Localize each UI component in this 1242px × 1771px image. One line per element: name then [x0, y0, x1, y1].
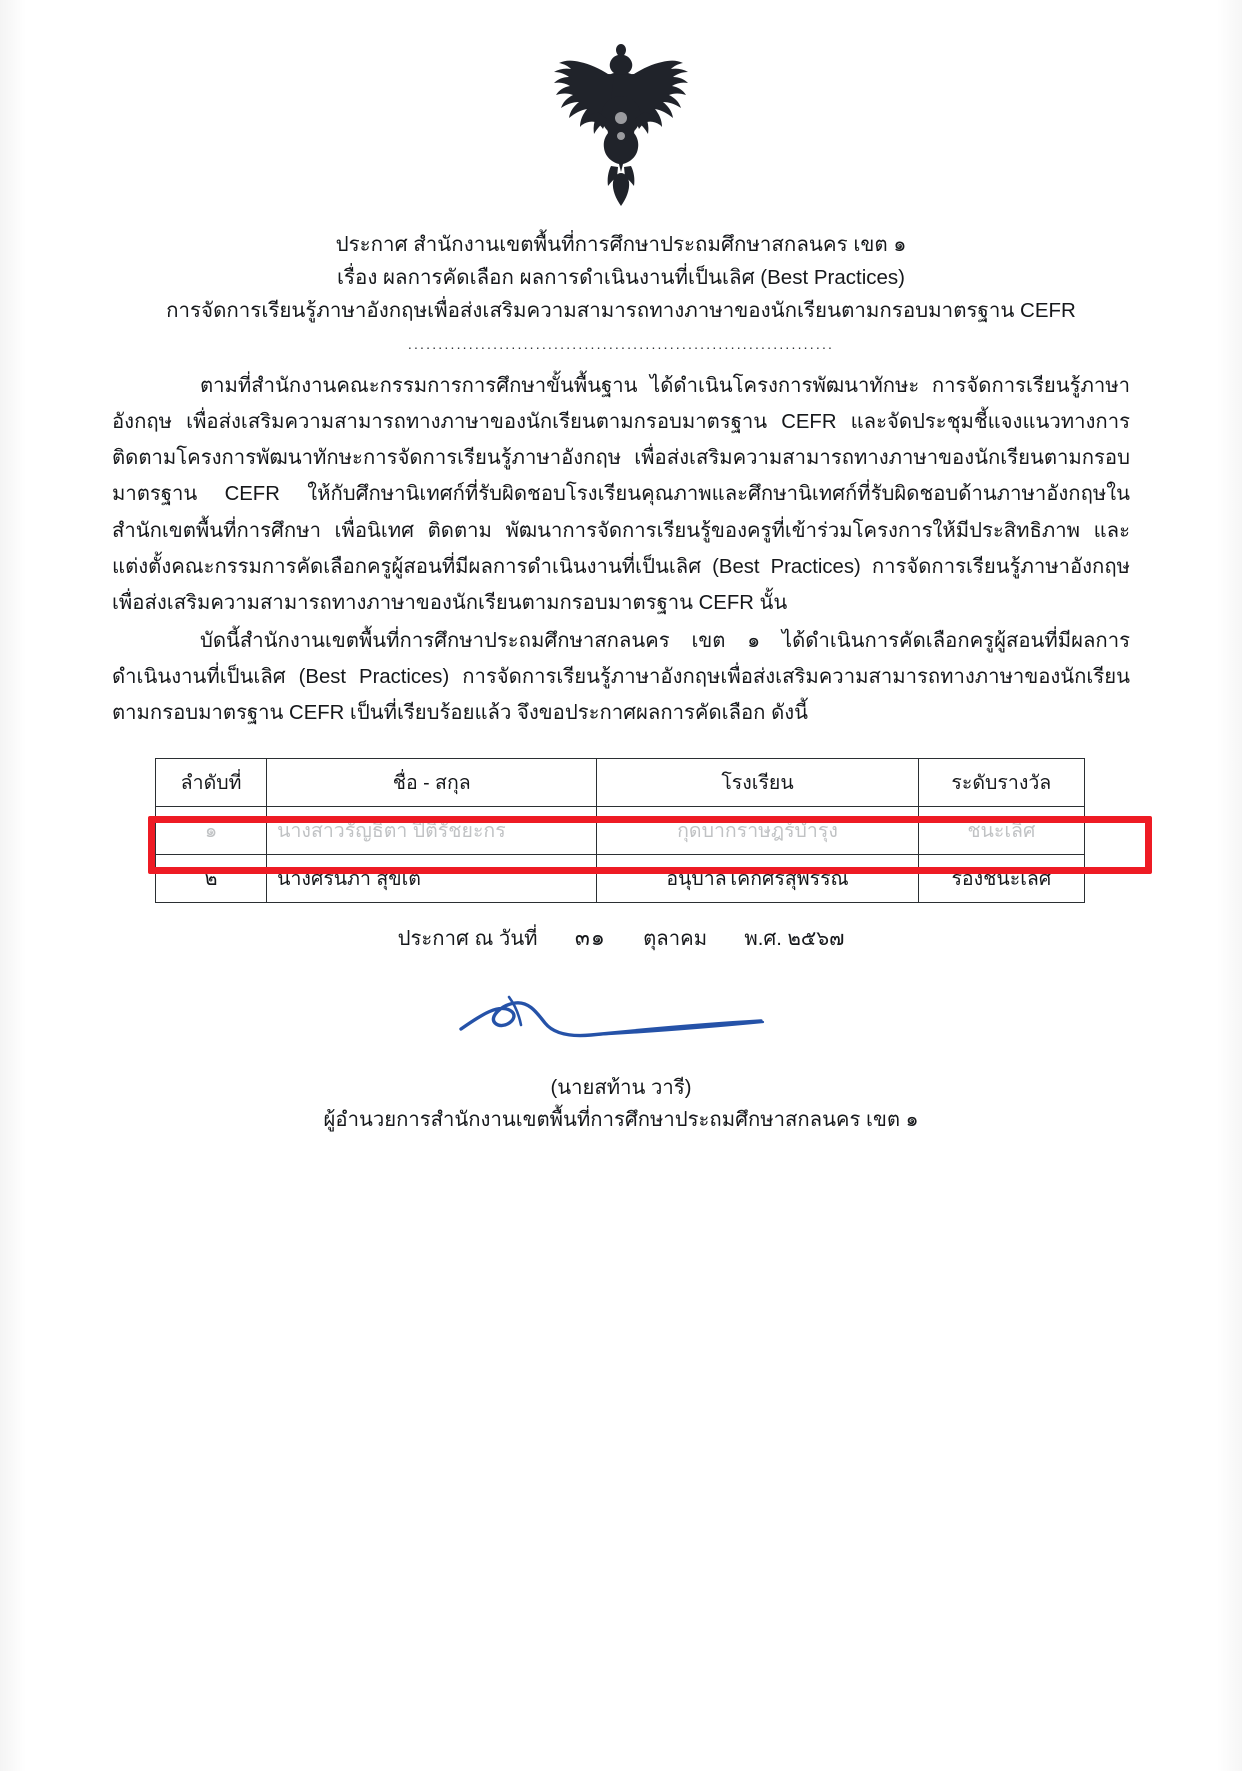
cell-no: ๒ [156, 855, 267, 903]
table-row [156, 807, 1085, 855]
cell-no: ๑ [156, 807, 267, 855]
header-name: ชื่อ - สกุล [267, 759, 597, 807]
document-body [112, 368, 1130, 731]
date-year-prefix: พ.ศ. [744, 928, 782, 950]
paragraph-1 [112, 368, 1130, 621]
heading-line-3: การจัดการเรียนรู้ภาษาอังกฤษเพื่อส่งเสริมความสามารถทางภาษาของนักเรียนตามกรอบมาตรฐาน CEFR [166, 299, 1076, 323]
signature-ink [441, 985, 801, 1057]
heading-line-1: ประกาศ สำนักงานเขตพื้นที่การศึกษาประถมศึกษาสกลนคร เขต ๑ [335, 233, 907, 256]
cell-award: รองชนะเลิศ [918, 855, 1084, 903]
date-day: ๓๑ [574, 925, 606, 950]
cell-award: ชนะเลิศ [918, 807, 1084, 855]
header-no: ลำดับที่ [156, 759, 267, 807]
garuda-emblem [536, 38, 706, 208]
table-row-highlighted [156, 855, 1085, 903]
date-year: ๒๕๖๗ [787, 928, 845, 950]
paragraph-2-text: บัดนี้สำนักงานเขตพื้นที่การศึกษาประถมศึกษาสกลนคร เขต ๑ ได้ดำเนินการคัดเลือกครูผู้สอนที่มีผลการดำเนินงานที่เป็นเลิศ (Best Practices) การจัดการเรียนรู้ภาษาอังกฤษเพื่อส่งเสริมความสามารถทางภาษาของนักเรียนตามกรอบมาตรฐาน CEFR เป็นที่เรียบร้อยแล้ว จึงขอประกาศผลการคัดเลือก ดังนี้ [112, 629, 1130, 725]
cell-name: นางสาวรัญธิตา ปิติรัชยะกร [267, 807, 597, 855]
announcement-date-line [0, 920, 1242, 955]
paragraph-2 [112, 623, 1130, 731]
cell-name: นางศิรินภา สุขเต [267, 855, 597, 903]
signer-name: (นายสท้าน วารี) [550, 1077, 692, 1099]
heading-line-2: เรื่อง ผลการคัดเลือก ผลการดำเนินงานที่เป็นเลิศ (Best Practices) [337, 266, 905, 290]
paragraph-1-text: ตามที่สำนักงานคณะกรรมการการศึกษาขั้นพื้นฐาน ได้ดำเนินโครงการพัฒนาทักษะ การจัดการเรียนรู้ภาษาอังกฤษ เพื่อส่งเสริมความสามารถทางภาษาของนักเรียนตามกรอบมาตรฐาน CEFR และจัดประชุมชี้แจงแนวทางการติดตามโครงการพัฒนาทักษะการจัดการเรียนรู้ภาษาอังกฤษ เพื่อส่งเสริมความสามารถทางภาษาของนักเรียนตามกรอบมาตรฐาน CEFR ให้กับศึกษานิเทศก์ที่รับผิดชอบโรงเรียนคุณภาพและศึกษานิเทศก์ที่รับผิดชอบด้านภาษาอังกฤษในสำนักเขตพื้นที่การศึกษา เพื่อนิเทศ ติดตาม พัฒนาการจัดการเรียนรู้ของครูที่เข้าร่วมโครงการให้มีประสิทธิภาพ และแต่งตั้งคณะกรรมการคัดเลือกครูผู้สอนที่มีผลการดำเนินงานที่เป็นเลิศ (Best Practices) การจัดการเรียนรู้ภาษาอังกฤษ เพื่อส่งเสริมความสามารถทางภาษาของนักเรียนตามกรอบมาตรฐาน CEFR นั้น [112, 375, 1130, 614]
signer-position: ผู้อำนวยการสำนักงานเขตพื้นที่การศึกษาประถมศึกษาสกลนคร เขต ๑ [323, 1109, 919, 1132]
results-table-wrapper [155, 758, 1085, 903]
cell-school: อนุบาลโคกศรีสุพรรณ [597, 855, 918, 903]
results-table [155, 758, 1085, 903]
document-heading [0, 228, 1242, 328]
header-school: โรงเรียน [597, 759, 918, 807]
signature-block [0, 1072, 1242, 1137]
heading-divider: ...................................................................... [407, 336, 835, 352]
cell-school: กุดบากราษฎร์บำรุง [597, 807, 918, 855]
header-award: ระดับรางวัล [918, 759, 1084, 807]
date-month: ตุลาคม [643, 928, 708, 950]
table-header-row [156, 759, 1085, 807]
date-prefix: ประกาศ ณ วันที่ [397, 928, 538, 950]
